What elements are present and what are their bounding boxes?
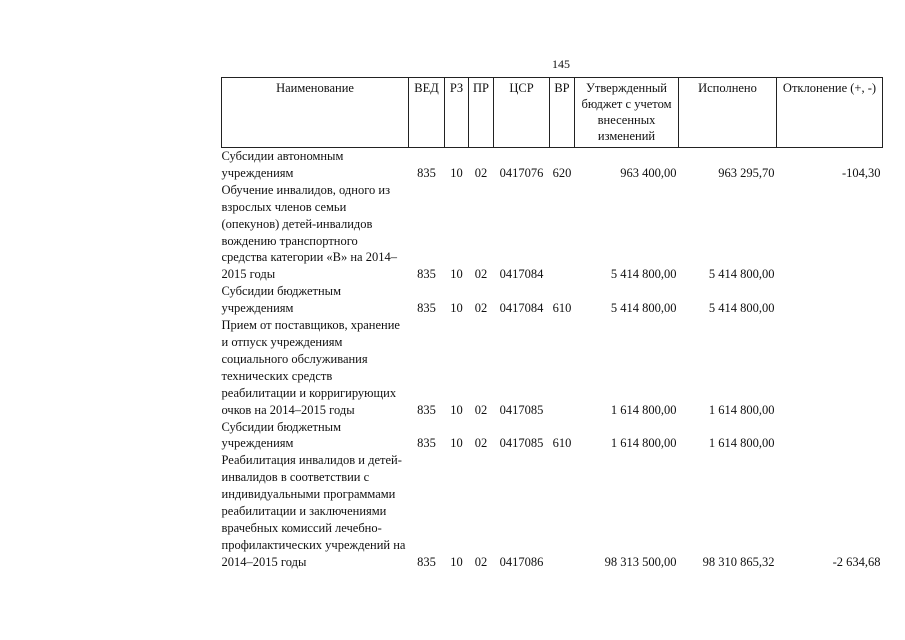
header-deviation: Отклонение (+, -) [777, 78, 883, 148]
row-vr [550, 452, 575, 570]
row-name: Реабилитация инвалидов и детей-инвалидов в соответствии с индивидуальными программами реабилитации и заключениями врачебных комиссий лечебно-профилактических учреждений на 2014–2015 годы [221, 453, 406, 569]
header-name: Наименование [222, 78, 409, 148]
header-vr: ВР [550, 78, 575, 148]
row-deviation [777, 419, 883, 453]
row-executed: 1 614 800,00 [708, 402, 775, 417]
row-approved: 5 414 800,00 [610, 301, 677, 316]
row-pr: 02 [474, 554, 488, 569]
row-name: Прием от поставщиков, хранение и отпуск учреждениям социального обслуживания технических средств реабилитации и корригирующих очков на 2014–2015 годы [221, 318, 400, 417]
table-row [222, 317, 883, 418]
row-vr [550, 182, 575, 283]
row-pr: 02 [474, 402, 488, 417]
header-executed: Исполнено [679, 78, 777, 148]
row-rz: 10 [450, 267, 463, 282]
row-ved: 835 [417, 301, 436, 316]
row-name: Обучение инвалидов, одного из взрослых членов семьи (опекунов) детей-инвалидов вождению транспортного средства категории «В» на 2014–2015 годы [221, 182, 397, 282]
row-executed: 1 614 800,00 [708, 436, 775, 451]
row-ved: 835 [417, 436, 436, 451]
row-csr: 0417085 [499, 436, 544, 451]
table-header-row [222, 78, 883, 148]
row-csr: 0417086 [499, 554, 544, 569]
row-deviation [777, 283, 883, 317]
row-ved: 835 [417, 267, 436, 282]
row-name: Субсидии автономным учреждениям [221, 149, 344, 180]
row-executed: 98 310 865,32 [702, 554, 775, 569]
row-vr [550, 317, 575, 418]
row-pr: 02 [474, 436, 488, 451]
row-approved: 1 614 800,00 [610, 402, 677, 417]
header-approved: Утвержденный бюджет с учетом внесенных изменений [575, 78, 679, 148]
row-rz: 10 [450, 402, 463, 417]
header-pr: ПР [469, 78, 494, 148]
row-csr: 0417084 [499, 301, 544, 316]
row-vr: 610 [552, 301, 572, 316]
budget-execution-table [221, 77, 883, 571]
header-csr: ЦСР [494, 78, 550, 148]
row-pr: 02 [474, 301, 488, 316]
row-deviation [777, 182, 883, 283]
row-approved: 98 313 500,00 [604, 554, 677, 569]
row-executed: 5 414 800,00 [708, 267, 775, 282]
header-ved: ВЕД [409, 78, 445, 148]
table-row [222, 148, 883, 182]
page-number: 145 [552, 57, 570, 71]
row-executed: 5 414 800,00 [708, 301, 775, 316]
row-csr: 0417076 [499, 165, 544, 180]
row-vr: 620 [552, 165, 572, 180]
row-approved: 1 614 800,00 [610, 436, 677, 451]
header-rz: РЗ [445, 78, 469, 148]
row-approved: 963 400,00 [620, 165, 677, 180]
table-row [222, 419, 883, 453]
row-ved: 835 [417, 165, 436, 180]
table-row [222, 182, 883, 283]
row-csr: 0417084 [499, 267, 544, 282]
row-rz: 10 [450, 165, 463, 180]
row-pr: 02 [474, 165, 488, 180]
row-csr: 0417085 [499, 402, 544, 417]
row-name: Субсидии бюджетным учреждениям [221, 284, 341, 316]
row-approved: 5 414 800,00 [610, 267, 677, 282]
row-rz: 10 [450, 554, 463, 569]
table-row [222, 283, 883, 317]
row-rz: 10 [450, 436, 463, 451]
row-deviation: -104,30 [841, 165, 881, 180]
row-name: Субсидии бюджетным учреждениям [221, 419, 341, 451]
table-row [222, 452, 883, 570]
row-ved: 835 [417, 554, 436, 569]
row-rz: 10 [450, 301, 463, 316]
row-pr: 02 [474, 267, 488, 282]
row-deviation [777, 317, 883, 418]
row-executed: 963 295,70 [718, 165, 775, 180]
row-vr: 610 [552, 436, 572, 451]
row-ved: 835 [417, 402, 436, 417]
row-deviation: -2 634,68 [832, 554, 881, 569]
